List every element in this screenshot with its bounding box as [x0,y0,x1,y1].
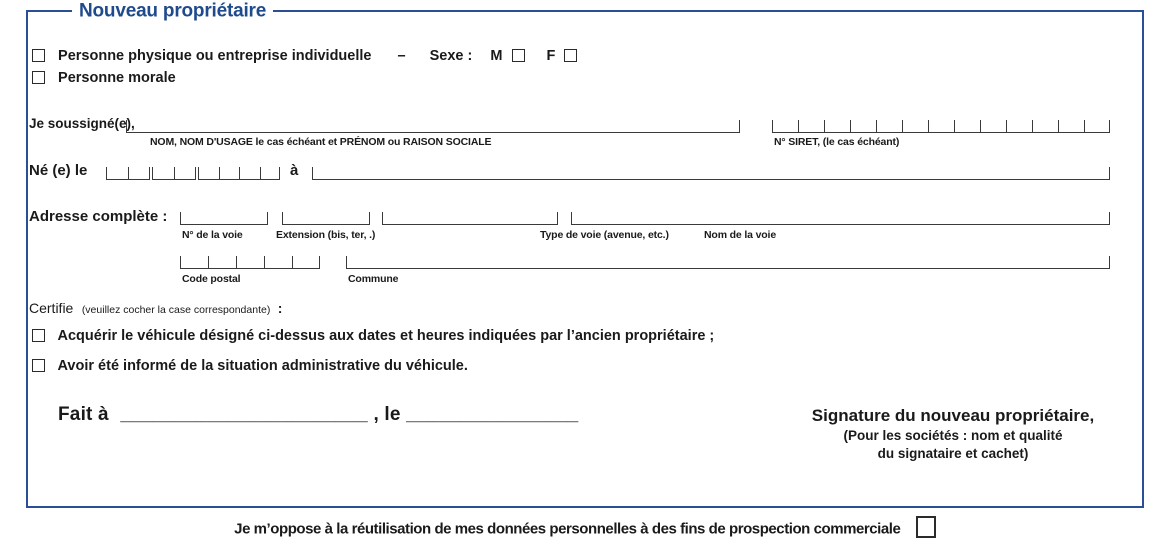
comb-cell[interactable] [928,120,954,132]
new-owner-form-box [26,0,1144,508]
comb-cell[interactable] [180,256,208,268]
person-type-physique-row[interactable] [32,48,577,64]
comb-cell[interactable] [174,167,196,179]
comb-cell[interactable] [208,256,236,268]
comb-cell[interactable] [954,120,980,132]
signature-subtitle-line1: (Pour les sociétés : nom et qualité [843,428,1063,443]
input-numero-voie[interactable] [180,212,268,225]
caption-extension: Extension (bis, ter, .) [276,229,376,241]
input-commune[interactable] [346,256,1110,269]
certify-heading-main: Certifie [29,300,74,316]
label-sexe-f: F [546,48,556,64]
certify-item-2-label: Avoir été informé de la situation administrative du véhicule. [57,358,468,374]
input-birth-month-comb[interactable] [152,167,196,180]
label-je-soussigne: Je soussigné(e), [29,116,135,131]
caption-numero-voie: N° de la voie [182,229,243,241]
comb-cell[interactable] [198,167,219,179]
person-type-morale-row[interactable] [32,70,176,86]
input-type-voie[interactable] [382,212,558,225]
caption-commune: Commune [348,273,399,285]
checkbox-personne-morale[interactable] [32,71,45,84]
input-birth-day-comb[interactable] [106,167,150,180]
comb-cell[interactable] [980,120,1006,132]
form-body [28,12,1142,506]
input-le-blank[interactable]: ________________ [406,404,579,425]
page-title: Nouveau propriétaire [72,1,273,23]
comb-cell[interactable] [850,120,876,132]
certify-heading-colon: : [277,300,283,316]
certify-heading [29,300,282,318]
checkbox-personne-physique[interactable] [32,49,45,62]
comb-cell[interactable] [876,120,902,132]
optout-row[interactable] [0,516,1170,538]
certify-heading-note: (veuillez cocher la case correspondante) [81,304,271,316]
signature-block [768,406,1138,463]
signature-title: Signature du nouveau propriétaire, [811,406,1095,425]
caption-siret: N° SIRET, (le cas échéant) [774,136,900,148]
input-nom-voie[interactable] [571,212,1110,225]
caption-nom-prenom: NOM, NOM D'USAGE le cas échéant et PRÉNOM ou RAISON SOCIALE [150,136,492,148]
label-born-at: à [290,162,299,179]
input-nom-prenom-raison-sociale[interactable] [126,120,740,133]
label-personne-morale: Personne morale [58,70,176,86]
input-extension[interactable] [282,212,370,225]
caption-type-voie: Type de voie (avenue, etc.) [540,229,669,241]
comb-cell[interactable] [1058,120,1084,132]
input-siret-comb[interactable] [772,120,1110,133]
comb-cell[interactable] [260,167,281,179]
certify-item-1-label: Acquérir le véhicule désigné ci-dessus aux dates et heures indiquées par l’ancien propriétaire ; [57,328,715,344]
comb-cell[interactable] [824,120,850,132]
caption-code-postal: Code postal [182,273,241,285]
checkbox-certify-informe[interactable] [32,359,45,372]
label-comma-le: , le [373,404,401,425]
comb-cell[interactable] [264,256,292,268]
label-personne-physique: Personne physique ou entreprise individuelle [58,48,372,64]
label-sexe: Sexe : [429,48,473,64]
caption-nom-voie: Nom de la voie [704,229,777,241]
label-ne-le: Né (e) le [29,162,88,179]
comb-cell[interactable] [292,256,320,268]
comb-cell[interactable] [798,120,824,132]
comb-cell[interactable] [1032,120,1058,132]
comb-cell[interactable] [772,120,798,132]
input-birth-year-comb[interactable] [198,167,280,180]
comb-cell[interactable] [236,256,264,268]
comb-cell[interactable] [902,120,928,132]
comb-cell[interactable] [152,167,174,179]
comb-cell[interactable] [239,167,260,179]
checkbox-optout[interactable] [916,516,936,538]
comb-cell[interactable] [106,167,128,179]
optout-label: Je m’oppose à la réutilisation de mes données personnelles à des fins de prospection commerciale [234,520,901,538]
input-code-postal-comb[interactable] [180,256,320,269]
checkbox-sexe-f[interactable] [564,49,577,62]
label-fait-a: Fait à [58,404,109,425]
checkbox-sexe-m[interactable] [512,49,525,62]
signature-subtitle-line2: du signataire et cachet) [877,446,1029,462]
fait-a-le-row[interactable] [58,404,578,426]
comb-cell[interactable] [219,167,240,179]
label-adresse-complete: Adresse complète : [29,208,168,225]
dash-separator: – [397,48,406,64]
input-birth-place[interactable] [312,167,1110,180]
checkbox-certify-acquerir[interactable] [32,329,45,342]
certify-item-2[interactable] [32,358,468,374]
certify-item-1[interactable] [32,328,714,344]
comb-cell[interactable] [1006,120,1032,132]
comb-cell[interactable] [1084,120,1110,132]
input-fait-a-blank[interactable]: _______________________ [120,404,368,425]
label-sexe-m: M [490,48,503,64]
comb-cell[interactable] [128,167,150,179]
